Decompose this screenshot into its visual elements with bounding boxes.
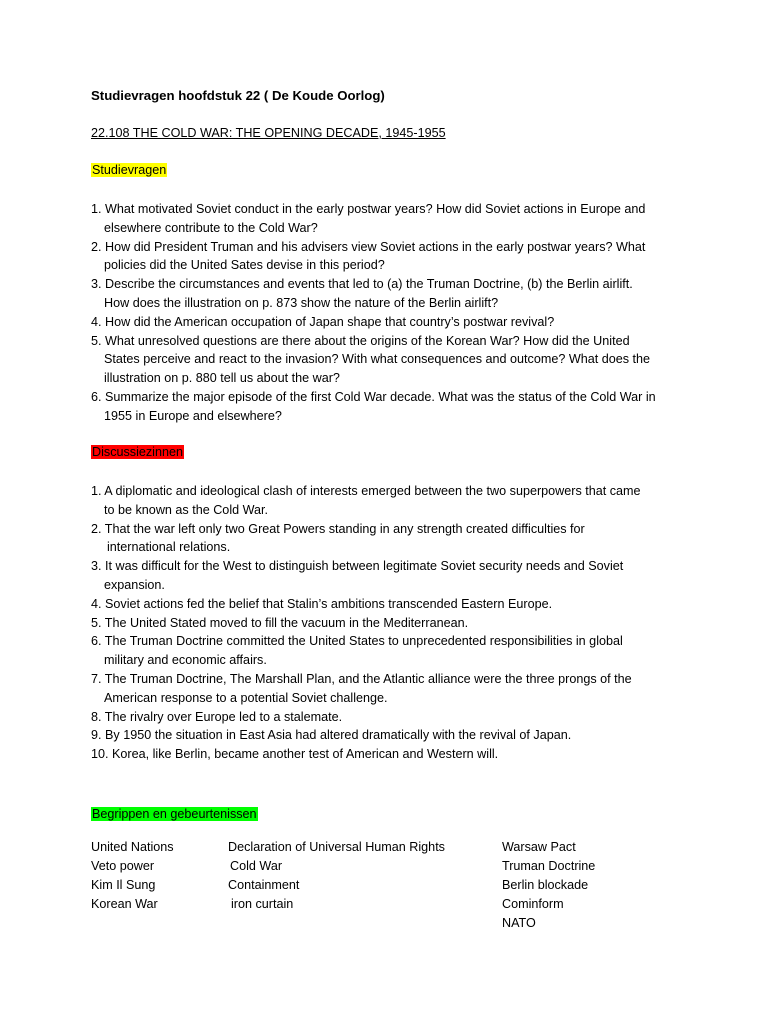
- term: Warsaw Pact: [502, 840, 576, 854]
- list-item: 7. The Truman Doctrine, The Marshall Plan, and the Atlantic alliance were the three prongs of the American response to a potential Soviet challenge.: [91, 671, 632, 705]
- list-item: 4. How did the American occupation of Japan shape that country’s postwar revival?: [91, 314, 555, 329]
- term: United Nations: [91, 840, 174, 854]
- list-item: 6. The Truman Doctrine committed the United States to unprecedented responsibilities in global military and economic affairs.: [91, 634, 623, 668]
- begrippen-heading-wrap: [91, 807, 258, 821]
- terms-column-1: [91, 838, 174, 914]
- studievragen-heading-wrap: [91, 163, 167, 177]
- term: Containment: [228, 878, 300, 892]
- discussiezinnen-heading: Discussiezinnen: [92, 445, 183, 459]
- begrippen-heading: Begrippen en gebeurtenissen: [92, 807, 257, 821]
- studievragen-list: [91, 200, 656, 426]
- term: Korean War: [91, 897, 158, 911]
- terms-table: [91, 838, 711, 938]
- list-item: 3. It was difficult for the West to distinguish between legitimate Soviet security needs and Soviet expansion.: [91, 559, 624, 592]
- document-subtitle: 22.108 THE COLD WAR: THE OPENING DECADE, 1945-1955: [91, 126, 446, 140]
- discussiezinnen-heading-wrap: [91, 445, 184, 459]
- term: Cold War: [230, 859, 283, 873]
- term: iron curtain: [231, 897, 294, 911]
- list-item: 10. Korea, like Berlin, became another test of American and Western will.: [91, 747, 499, 762]
- term: Berlin blockade: [502, 878, 589, 892]
- list-item: 3. Describe the circumstances and events that led to (a) the Truman Doctrine, (b) the Berlin airlift. How does the illustration on p. 873 show the nature of the Berlin airlift?: [91, 277, 633, 310]
- studievragen-heading: Studievragen: [92, 163, 167, 177]
- document-title: Studievragen hoofdstuk 22 ( De Koude Oorlog): [91, 88, 385, 103]
- term: NATO: [502, 916, 536, 930]
- list-item: 5. The United Stated moved to fill the vacuum in the Mediterranean.: [91, 615, 469, 630]
- term: Cominform: [502, 897, 564, 911]
- term: Kim Il Sung: [91, 878, 156, 892]
- list-item: 1. What motivated Soviet conduct in the early postwar years? How did Soviet actions in Europe and elsewhere contribute to the Cold War?: [91, 202, 646, 235]
- term: Truman Doctrine: [502, 859, 596, 873]
- term: Veto power: [91, 859, 155, 873]
- list-item: 4. Soviet actions fed the belief that Stalin’s ambitions transcended Eastern Europe.: [91, 596, 553, 611]
- list-item: 9. By 1950 the situation in East Asia had altered dramatically with the revival of Japan.: [91, 728, 572, 743]
- terms-column-3: [502, 838, 595, 933]
- list-item: 6. Summarize the major episode of the first Cold War decade. What was the status of the Cold War in 1955 in Europe and elsewhere?: [91, 389, 656, 423]
- discussiezinnen-list: [91, 482, 641, 764]
- term: Declaration of Universal Human Rights: [228, 840, 445, 854]
- list-item: 5. What unresolved questions are there about the origins of the Korean War? How did the United States perceive and react to the invasion? With what consequences and outcome? What does the illustration on p. 880 tell us about the war?: [91, 333, 651, 386]
- terms-column-2: [228, 838, 445, 914]
- list-item: 8. The rivalry over Europe led to a stalemate.: [91, 709, 343, 724]
- list-item: 2. How did President Truman and his advisers view Soviet actions in the early postwar years? What policies did the United Sates devise in this period?: [91, 239, 646, 273]
- list-item: 2. That the war left only two Great Powers standing in any strength created difficulties for international relations.: [91, 521, 585, 555]
- list-item: 1. A diplomatic and ideological clash of interests emerged between the two superpowers that came to be known as the Cold War.: [91, 484, 641, 517]
